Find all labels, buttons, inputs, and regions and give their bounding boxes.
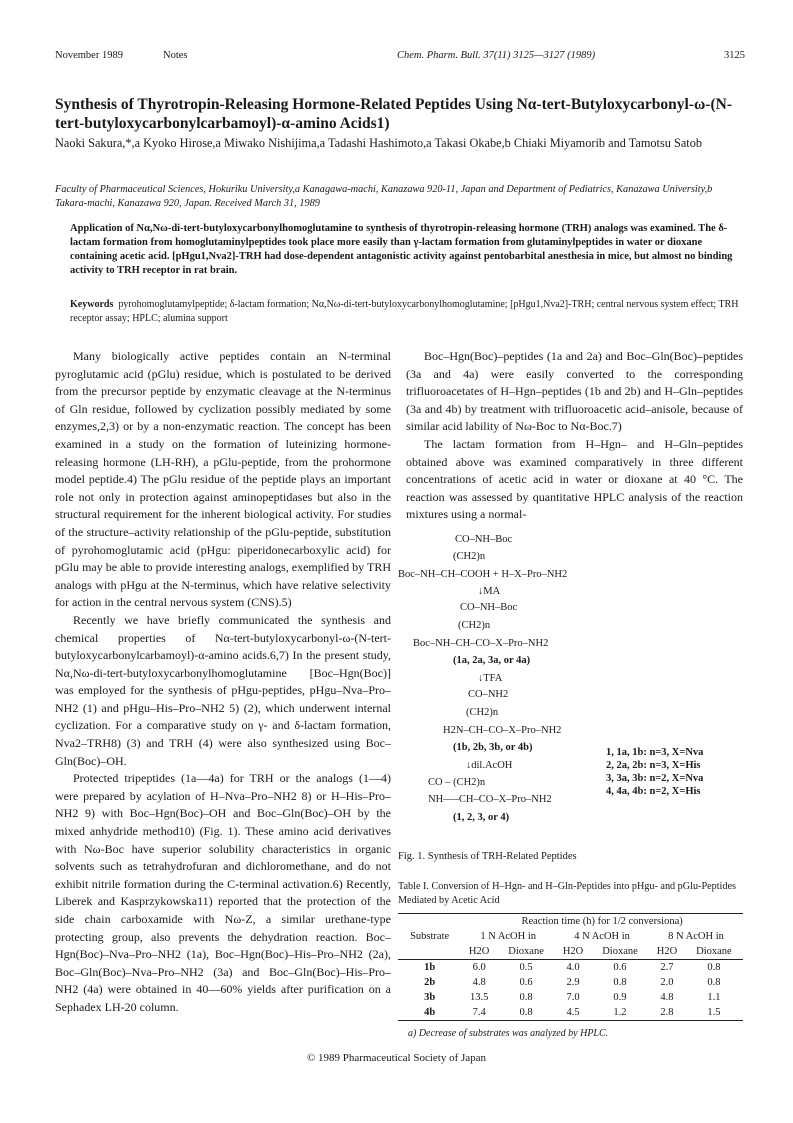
- scheme-arrow: ↓MA: [478, 586, 501, 597]
- table-group-header: Reaction time (h) for 1/2 conversiona): [461, 914, 743, 930]
- table-column-header: Dioxane: [591, 944, 649, 960]
- table-cell: 2.0: [660, 977, 674, 988]
- figure-caption: Fig. 1. Synthesis of TRH-Related Peptides: [398, 851, 577, 862]
- running-header: [55, 50, 745, 66]
- table-column-header: H2O: [461, 944, 497, 960]
- table-footnote: a) Decrease of substrates was analyzed by HPLC.: [408, 1028, 609, 1039]
- table-cell: 0.8: [519, 992, 533, 1003]
- scheme-line: Boc–NH–CH–CO–X–Pro–NH2: [413, 638, 549, 649]
- table-cell-substrate: 4b: [398, 1005, 461, 1021]
- table-column-header: 8 N AcOH in: [668, 931, 724, 942]
- keywords: [70, 298, 742, 326]
- scheme-compound-label: (1a, 2a, 3a, or 4a): [453, 655, 531, 666]
- paragraph: Boc–Hgn(Boc)–peptides (1a and 2a) and Boc–Gln(Boc)–peptides (3a and 4a) were easily converted to the corresponding trifluoroacetates of H–Hgn–peptides (1b and 2b) and H–Gln–peptides (3a and 4b) by treatment with trifluoroacetic acid–anisole, because of similar acid lability of Nω-Boc to Nα-Boc.7): [406, 349, 743, 434]
- copyright-footer: © 1989 Pharmaceutical Society of Japan: [306, 1052, 487, 1064]
- keywords-text: pyrohomoglutamylpeptide; δ-lactam formation; Nα,Nω-di-tert-butyloxycarbonylhomoglutamine; [pHgu1,Nva2]-TRH; central nervous system effect; TRH receptor assay; HPLC; alumina support: [70, 299, 739, 324]
- scheme-line: (CH2)n: [453, 551, 486, 562]
- scheme-line: CO–NH–Boc: [460, 602, 518, 613]
- table-column-header: Dioxane: [497, 944, 555, 960]
- table-cell: 2.7: [660, 962, 674, 973]
- table-column-header: 4 N AcOH in: [574, 931, 630, 942]
- paragraph: Recently we have briefly communicated the synthesis and chemical properties of Nα-tert-butyloxycarbonyl-ω-(N-tert-butyloxycarbonylcarbamoyl)-α-amino acids.6,7) In the present study, Nα,Nω-di-tert-butyloxycarbonylhomoglutamine [Boc–Hgn(Boc)] was employed for the synthesis of pHgu-peptides, pHgu–Nva–Pro–NH2 (1) and pHgu–His–Pro–NH2 5) (2), which underwent internal cyclization. For a comparative study on γ- and δ-lactam formation, Nva2–TRH8) (3) and TRH (4) were also synthesized using Boc–Gln(Boc)–OH.: [55, 612, 391, 768]
- table-cell-substrate: 3b: [424, 992, 436, 1003]
- table-column-header: Dioxane: [685, 944, 743, 960]
- table-cell: 7.0: [566, 992, 580, 1003]
- scheme-line: NH—–CH–CO–X–Pro–NH2: [428, 794, 552, 805]
- paragraph: Many biologically active peptides contain an N-terminal pyroglutamic acid (pGlu) residue, which is postulated to be derived from the precursor peptide by enzymatic cleavage at the N-terminus of Gln residue, followed by cyclization possibly mediated by some enzymes,2,3) or by a non-enzymatic reaction. The concept has been examined in a study on the formation of luteinizing hormone-releasing hormone (LH-RH), a pGlu-peptide, from the prohormone model peptide.4) The pGlu residue of the peptide plays an important role not only in protection against aminopeptidases but also in the structural requirement for the inherent biological activity. For studies of the structure–activity relationship of the pGlu-peptide, substitution of pyrohomoglutamic acid (pHgu: piperidonecarboxylic acid) for pGlu may be able to provide interesting analogs, exemplified by TRH analogs with pHgu at the N-terminus, which have relative selectivity for action in the central nervous system (CNS).5): [55, 349, 391, 610]
- scheme-legend-item: 1, 1a, 1b: n=3, X=Nva: [606, 747, 704, 758]
- table-row: [398, 960, 743, 976]
- table-cell: 0.9: [613, 992, 627, 1003]
- scheme-compound-label: (1, 2, 3, or 4): [453, 812, 510, 823]
- table-cell: 0.5: [519, 962, 533, 973]
- scheme-compound-label: (1b, 2b, 3b, or 4b): [453, 742, 533, 753]
- affiliation: Faculty of Pharmaceutical Sciences, Hokuriku University,a Kanagawa-machi, Kanazawa 920-11, Japan and Department of Pediatrics, Kanazawa University,b Takara-machi, Kanazawa 920, Japan. Received March 31, 1989: [55, 184, 713, 209]
- scheme-line: CO–NH2: [468, 689, 509, 700]
- table-cell: 4.8: [660, 992, 674, 1003]
- table-column-header: 1 N AcOH in: [480, 931, 537, 942]
- table-cell: 2.8: [649, 1005, 685, 1021]
- table-caption: Table I. Conversion of H–Hgn- and H–Gln-Peptides into pHgu- and pGlu-Peptides Mediated by Acetic Acid: [398, 881, 736, 906]
- scheme-arrow: ↓TFA: [478, 673, 503, 684]
- right-column: [406, 348, 743, 524]
- table-cell: 0.8: [707, 977, 721, 988]
- scheme-legend-item: 2, 2a, 2b: n=3, X=His: [606, 760, 701, 771]
- table-cell-substrate: 2b: [424, 977, 436, 988]
- scheme-line: (CH2)n: [466, 707, 499, 718]
- table-column-header: H2O: [649, 944, 685, 960]
- table-cell: 13.5: [469, 992, 489, 1003]
- scheme-line: CO–NH–Boc: [455, 534, 513, 545]
- header-section: Notes: [163, 50, 188, 61]
- table-row: [398, 975, 743, 990]
- substrate-header: Substrate: [410, 931, 450, 942]
- table-cell: 4.5: [555, 1005, 591, 1021]
- scheme-arrow: ↓dil.AcOH: [466, 760, 513, 771]
- table-cell: 4.0: [566, 962, 580, 973]
- table-cell: 0.6: [613, 962, 627, 973]
- header-page-number: 3125: [724, 50, 745, 61]
- author-list: Naoki Sakura,*,a Kyoko Hirose,a Miwako Nishijima,a Tadashi Hashimoto,a Takasi Okabe,b Chiaki Miyamorib and Tamotsu Satob: [55, 136, 702, 150]
- scheme-line: H2N–CH–CO–X–Pro–NH2: [443, 725, 562, 736]
- left-column: [55, 348, 391, 1017]
- header-date: November 1989: [55, 50, 123, 61]
- scheme-legend-item: 4, 4a, 4b: n=2, X=His: [606, 786, 701, 797]
- table-row: [398, 990, 743, 1005]
- article-title: Synthesis of Thyrotropin-Releasing Hormone-Related Peptides Using Nα-tert-Butyloxycarbonyl-ω-(N-tert-butyloxycarbonylcarbamoyl)-α-amino Acids1): [55, 96, 732, 132]
- table-cell: 0.6: [519, 977, 533, 988]
- header-journal: Chem. Pharm. Bull. 37(11) 3125—3127 (1989): [397, 50, 596, 61]
- scheme-line: Boc–NH–CH–COOH + H–X–Pro–NH2: [398, 569, 568, 580]
- paragraph: The lactam formation from H–Hgn– and H–Gln–peptides obtained above was examined comparatively in three different concentrations of acetic acid in water or dioxane at 40 °C. The reaction was assessed by quantitative HPLC analysis of the reaction mixtures using a normal-: [406, 436, 743, 522]
- table-cell: 7.4: [461, 1005, 497, 1021]
- scheme-line: CO – (CH2)n: [428, 777, 486, 788]
- table-cell: 2.9: [566, 977, 580, 988]
- scheme-legend-item: 3, 3a, 3b: n=2, X=Nva: [606, 773, 704, 784]
- keywords-label: Keywords: [70, 299, 114, 310]
- table-cell: 1.5: [685, 1005, 743, 1021]
- paragraph: Protected tripeptides (1a—4a) for TRH or the analogs (1—4) were prepared by acylation of H–Nva–Pro–NH2 8) or H–His–Pro–NH2 9) with Boc–Hgn(Boc)–OH and Boc–Gln(Boc)–OH by the mixed anhydride method10) (Fig. 1). These amino acid derivatives with Nω-Boc have superior solubility characteristics in organic solvents such as tetrahydrofuran and dichloromethane, and do not exhibit nitrile formation during the C-terminal activation.6) Recently, Liberek and Kasprzykowska11) reported that the protection of the side chain carboxamide with Nω-Z, a similar urethane-type protecting group, also prevents the dehydration reaction. Boc–Hgn(Boc)–Nva–Pro–NH2 (1a), Boc–Hgn(Boc)–His–Pro–NH2 (2a), Boc–Gln(Boc)–Nva–Pro–NH2 (3a) and Boc–Gln(Boc)–His–Pro–NH2 (4a) were obtained in 40—60% yields after purification on a Sephadex LH-20 column.: [55, 771, 391, 1014]
- data-table: [398, 913, 743, 1021]
- table-cell: 1.2: [591, 1005, 649, 1021]
- table-cell: 6.0: [472, 962, 486, 973]
- scheme-line: (CH2)n: [458, 620, 491, 631]
- table-cell-substrate: 1b: [424, 962, 436, 973]
- table-cell: 0.8: [613, 977, 627, 988]
- synthesis-scheme: [398, 534, 748, 849]
- table-cell: 0.8: [497, 1005, 555, 1021]
- table-cell: 0.8: [707, 962, 721, 973]
- table-cell: 4.8: [472, 977, 486, 988]
- table-row: [398, 1005, 743, 1021]
- table-cell: 1.1: [707, 992, 721, 1003]
- abstract: Application of Nα,Nω-di-tert-butyloxycarbonylhomoglutamine to synthesis of thyrotropin-releasing hormone (TRH) analogs was examined. The δ-lactam formation from homoglutaminylpeptides took place more easily than γ-lactam formation from glutaminylpeptides in water or dioxane containing acetic acid. [pHgu1,Nva2]-TRH had dose-dependent antagonistic activity against pentobarbital anesthesia in mice, but almost no binding activity to TRH receptor in rat brain.: [70, 223, 733, 276]
- table-column-header: H2O: [555, 944, 591, 960]
